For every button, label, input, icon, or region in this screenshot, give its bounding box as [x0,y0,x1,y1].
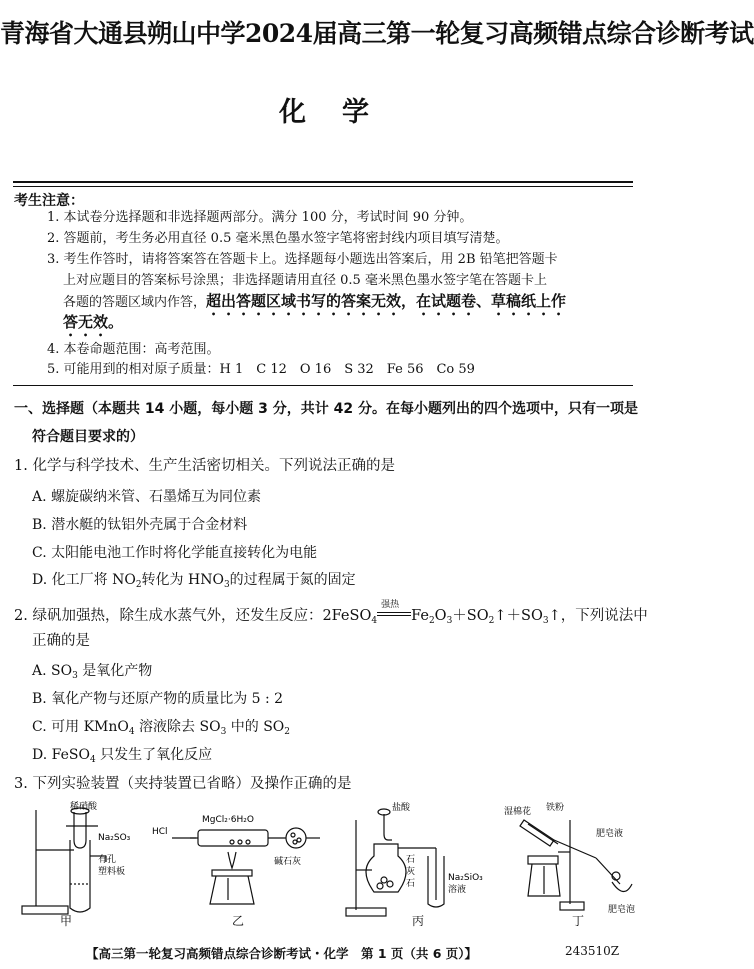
notice-item: 3. 考生作答时，请将答案答在答题卡上。选择题每小题选出答案后，用 2B 铅笔把答题卡 [47,252,558,267]
question-2-stem-cont: 正确的是 [32,633,90,649]
bing-solution-label-2: 溶液 [448,885,467,895]
divider-mid [13,385,633,386]
notice-item: 4. 本卷命题范围：高考范围。 [47,342,220,357]
ding-soap-label: 肥皂液 [596,829,624,839]
apparatus-label-bing: 丙 [412,914,425,928]
ding-cotton-label: 湿棉花 [504,807,532,817]
apparatus-bing-diagram [344,800,494,920]
apparatus-label-yi: 乙 [232,914,245,928]
q1-option-a: A. 螺旋碳纳米管、石墨烯互为同位素 [32,489,262,505]
apparatus-yi-diagram [150,800,340,920]
notice-item: 1. 本试卷分选择题和非选择题两部分。满分 100 分，考试时间 90 分钟。 [47,210,473,225]
notice-item: 答无效。 [63,313,124,331]
q2-option-a: A. $SO_3$ 是氧化产物 [32,663,153,681]
q2-option-c: C. 可用 KMnO$_4$ 溶液除去 $SO_3$ 中的 $SO_2$ [32,719,290,737]
q1-option-d: D. 化工厂将 $NO_2$转化为 $HNO_3$的过程属于氮的固定 [32,572,356,590]
section-heading: 一、选择题（本题共 14 小题，每小题 3 分，共计 42 分。在每小题列出的四个选项中，只有一项是 [14,401,638,417]
apparatus-ding-diagram [500,800,640,920]
question-3-stem: 3. 下列实验装置（夹持装置已省略）及操作正确的是 [14,776,352,792]
q1-option-b: B. 潜水艇的钛铝外壳属于合金材料 [32,517,248,533]
reaction-condition: 强热 [377,605,411,627]
exam-title: 青海省大通县朔山中学2024届高三第一轮复习高频错点综合诊断考试 [0,19,754,48]
apparatus-label-ding: 丁 [572,914,585,928]
q1-option-c: C. 太阳能电池工作时将化学能直接转化为电能 [32,545,318,561]
bing-solution-label-1: Na₂SiO₃ [448,873,483,883]
notice-item: 2. 答题前，考生务必用直径 0.5 毫米黑色墨水签字笔将密封线内项目填写清楚。 [47,231,509,246]
q2-option-b: B. 氧化产物与还原产物的质量比为 5 : 2 [32,691,284,707]
bing-acid-label: 盐酸 [392,803,411,813]
divider-top-thin [13,186,633,187]
jia-plate-label-1: 有孔 [98,855,117,865]
yi-gas-label: HCl [152,827,168,837]
section-heading-cont: 符合题目要求的） [32,429,144,445]
ding-iron-label: 铁粉 [546,803,565,813]
exam-code: 243510Z [565,944,620,958]
bing-stone-label-1: 石 [406,855,416,865]
question-1-stem: 1. 化学与科学技术、生产生活密切相关。下列说法正确的是 [14,458,395,474]
jia-salt-label: Na₂SO₃ [98,833,131,843]
page-footer: 【高三第一轮复习高频错点综合诊断考试・化学 第 1 页（共 6 页）】 [86,946,478,961]
notice-item: 5. 可能用到的相对原子质量：H 1 C 12 O 16 S 32 Fe 56 Co 59 [47,362,475,377]
apparatus-jia-diagram [14,800,134,920]
subject-title: 化学 [279,97,405,128]
divider-top [13,181,633,183]
jia-plate-label-2: 塑料板 [98,867,126,877]
notice-heading: 考生注意： [14,193,84,209]
question-2-stem: 2. 绿矾加强热，除生成水蒸气外，还发生反应：2FeSO$_4$ 强热 $Fe_2O_3+SO_2↑+SO_3↑$，下列说法中 [14,600,648,626]
ding-foam-label: 肥皂泡 [608,905,636,915]
notice-item: 各题的答题区域内作答，超出答题区域书写的答案无效，在试题卷、草稿纸上作 [63,292,567,310]
bing-stone-label-2: 灰 [406,867,416,877]
notice-item: 上对应题目的答案标号涂黑；非选择题请用直径 0.5 毫米黑色墨水签字笔在答题卡上 [63,273,547,288]
yi-lime-label: 碱石灰 [274,857,302,867]
apparatus-label-jia: 甲 [60,914,73,928]
q2-option-d: D. FeSO$_4$ 只发生了氧化反应 [32,747,213,765]
bing-stone-label-3: 石 [406,879,416,889]
yi-solid-label: MgCl₂·6H₂O [202,815,254,825]
jia-acid-label: 稀硝酸 [70,802,98,812]
